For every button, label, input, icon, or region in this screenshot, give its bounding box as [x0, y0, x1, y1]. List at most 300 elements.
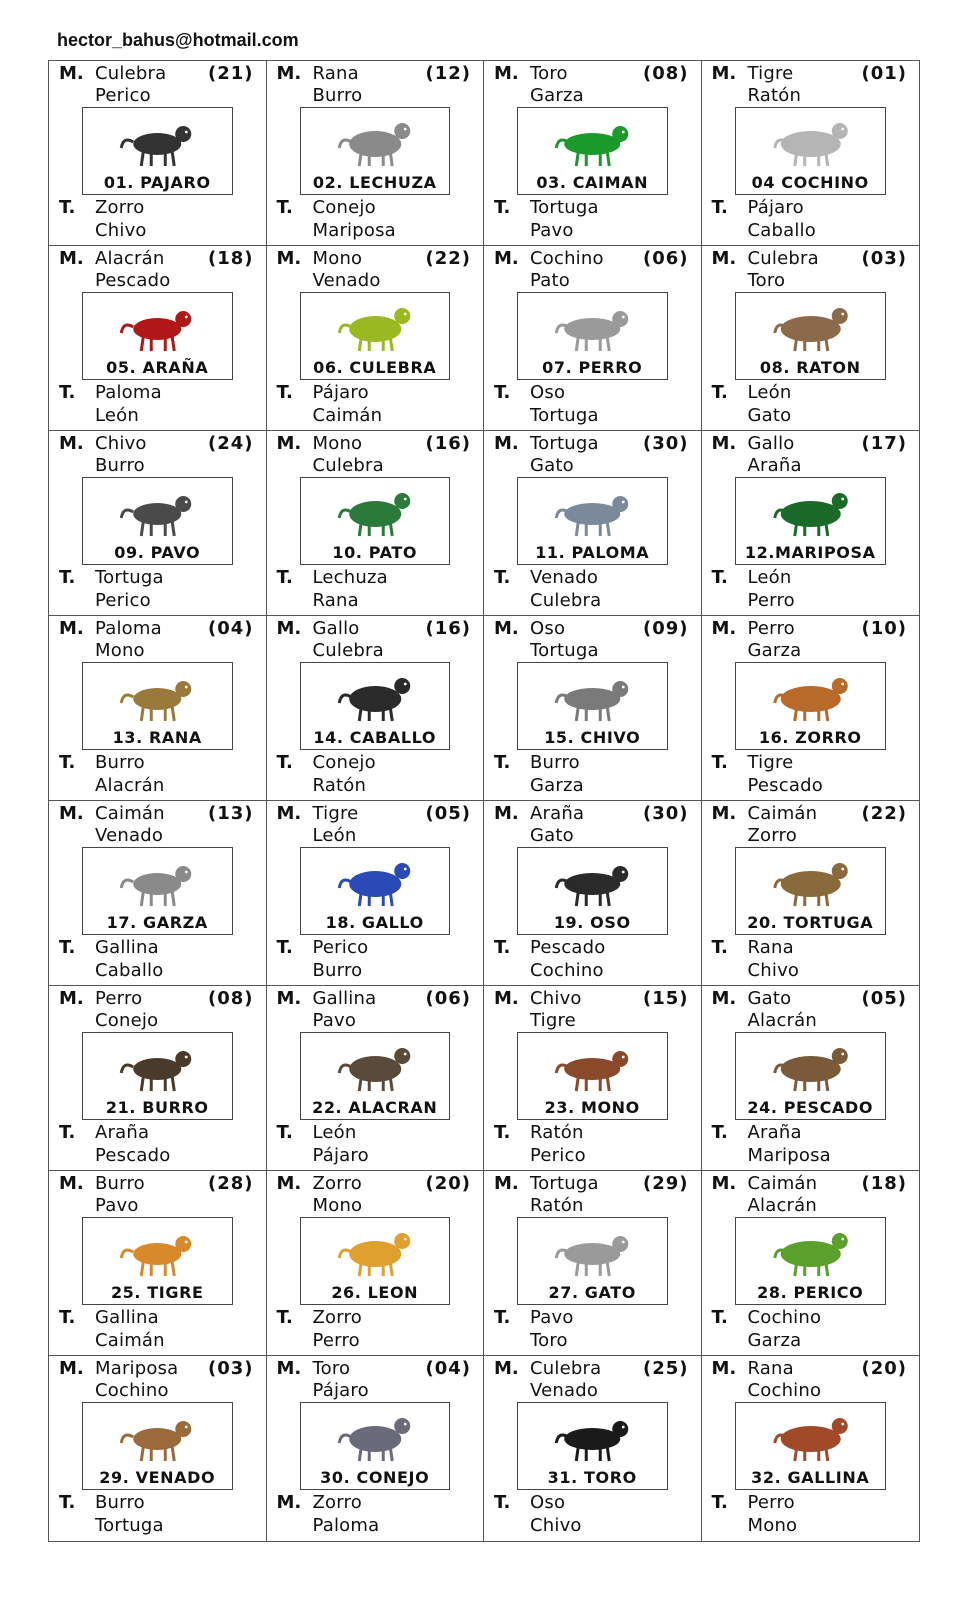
m-line-2: Gato — [530, 455, 574, 476]
t-line-1: Conejo — [312, 197, 376, 218]
t-line-2: Alacrán — [95, 775, 165, 796]
m-tag: M. — [59, 803, 84, 824]
animal-caption: 16. ZORRO — [758, 728, 862, 747]
t-tag: T. — [59, 567, 76, 588]
deer-icon — [83, 1403, 232, 1467]
m-tag: M. — [711, 248, 737, 269]
t-tag: T. — [59, 937, 76, 958]
m-line-2: Mono — [312, 1195, 363, 1216]
animal-cell-3 — [484, 61, 702, 246]
animal-cell-5 — [49, 246, 267, 431]
t-line-1: Burro — [95, 1492, 145, 1513]
t-tag: T. — [276, 382, 293, 403]
m-tag: M. — [711, 1358, 737, 1379]
animal-cell-25 — [49, 1171, 267, 1356]
animal-picture-frame — [517, 847, 668, 935]
fox-icon — [736, 663, 886, 727]
animal-caption: 22. ALACRAN — [312, 1098, 438, 1117]
animal-picture-frame — [735, 477, 887, 565]
m-line-2: Gato — [530, 825, 574, 846]
m-tag: M. — [711, 433, 737, 454]
animal-picture-frame — [517, 292, 668, 380]
cell-number: (15) — [642, 988, 689, 1009]
animal-cell-9 — [49, 431, 267, 616]
m-line-1: Paloma — [95, 618, 162, 639]
m-tag: M. — [711, 63, 737, 84]
t-tag: T. — [711, 382, 728, 403]
animal-cell-18 — [267, 801, 485, 986]
m-line-2: Toro — [747, 270, 786, 291]
rooster-icon — [301, 848, 450, 912]
bull-icon — [518, 1403, 667, 1467]
pigeon-icon — [518, 478, 667, 542]
m-tag: M. — [494, 1358, 519, 1379]
m-line-2: Mono — [95, 640, 145, 661]
t-line-1: Zorro — [312, 1492, 362, 1513]
m-line-1: Burro — [95, 1173, 145, 1194]
animal-cell-29 — [49, 1356, 267, 1541]
t-tag: T. — [494, 937, 511, 958]
animal-cell-19 — [484, 801, 702, 986]
cell-number: (08) — [207, 988, 254, 1009]
animal-caption: 25. TIGRE — [110, 1283, 204, 1302]
m-line-1: Culebra — [95, 63, 167, 84]
t-line-2: Mariposa — [312, 220, 396, 241]
m-tag: M. — [276, 433, 302, 454]
rat-icon — [736, 293, 886, 357]
animal-caption: 23. MONO — [544, 1098, 640, 1117]
cell-number: (12) — [425, 63, 471, 84]
goat-icon — [518, 663, 667, 727]
t-line-1: Venado — [530, 567, 599, 588]
animal-cell-14 — [267, 616, 485, 801]
animal-picture-frame — [82, 1217, 233, 1305]
m-tag: M. — [711, 1173, 737, 1194]
t-line-1: Burro — [95, 752, 145, 773]
animal-caption: 02. LECHUZA — [312, 173, 437, 192]
t-line-1: Pescado — [530, 937, 606, 958]
animal-cell-26 — [267, 1171, 485, 1356]
m-line-1: Cochino — [530, 248, 604, 269]
t-line-1: Pájaro — [747, 197, 804, 218]
m-line-2: Venado — [312, 270, 381, 291]
m-tag: M. — [276, 618, 302, 639]
t-line-1: Burro — [530, 752, 580, 773]
t-line-1: León — [312, 1122, 357, 1143]
m-tag: M. — [494, 433, 519, 454]
t-tag: T. — [494, 197, 511, 218]
t-tag: T. — [59, 197, 76, 218]
t-line-2: Mariposa — [747, 1145, 831, 1166]
animal-picture-frame — [517, 1402, 668, 1490]
t-line-1: Zorro — [95, 197, 145, 218]
animal-picture-frame — [82, 1402, 233, 1490]
m-tag: M. — [59, 63, 84, 84]
horse-icon — [301, 663, 450, 727]
t-line-1: Ratón — [530, 1122, 584, 1143]
cell-number: (21) — [207, 63, 254, 84]
cell-number: (30) — [642, 803, 689, 824]
m-tag: M. — [276, 988, 302, 1009]
m-line-1: Mono — [312, 248, 363, 269]
animal-picture-frame — [82, 847, 233, 935]
animal-cell-20 — [702, 801, 920, 986]
animal-cell-10 — [267, 431, 485, 616]
m-line-1: Alacrán — [95, 248, 165, 269]
t-line-1: Tortuga — [95, 567, 164, 588]
t-tag: M. — [276, 1492, 302, 1513]
animal-cell-31 — [484, 1356, 702, 1541]
animal-cell-32 — [702, 1356, 920, 1541]
m-tag: M. — [276, 1358, 302, 1379]
m-tag: M. — [59, 1358, 84, 1379]
cat-icon — [518, 1218, 667, 1282]
t-line-2: Perro — [747, 590, 795, 611]
t-tag: T. — [59, 752, 76, 773]
animal-picture-frame — [735, 1402, 887, 1490]
animal-cell-22 — [267, 986, 485, 1171]
m-tag: M. — [711, 988, 737, 1009]
cell-number: (05) — [425, 803, 471, 824]
pig-icon — [736, 108, 886, 172]
m-tag: M. — [59, 1173, 84, 1194]
t-tag: T. — [276, 567, 293, 588]
m-line-2: Pavo — [312, 1010, 357, 1031]
t-line-2: Gato — [747, 405, 792, 426]
m-line-2: Pescado — [95, 270, 171, 291]
m-tag: M. — [59, 618, 84, 639]
cell-number: (01) — [861, 63, 907, 84]
t-line-1: León — [747, 382, 792, 403]
cell-number: (06) — [425, 988, 471, 1009]
animal-picture-frame — [300, 107, 451, 195]
animal-cell-7 — [484, 246, 702, 431]
animal-cell-11 — [484, 431, 702, 616]
t-line-2: Chivo — [95, 220, 147, 241]
t-line-2: Caballo — [95, 960, 164, 981]
animal-cell-21 — [49, 986, 267, 1171]
animal-cell-12 — [702, 431, 920, 616]
animal-caption: 03. CAIMAN — [536, 173, 649, 192]
animal-picture-frame — [735, 1032, 887, 1120]
t-tag: T. — [494, 752, 511, 773]
m-tag: M. — [494, 248, 519, 269]
m-tag: M. — [276, 248, 302, 269]
t-line-1: Araña — [747, 1122, 802, 1143]
m-line-1: Oso — [530, 618, 566, 639]
m-line-1: Mono — [312, 433, 363, 454]
t-tag: T. — [59, 1492, 76, 1513]
frog-icon — [83, 663, 232, 727]
m-tag: M. — [494, 988, 519, 1009]
t-line-2: Perro — [312, 1330, 360, 1351]
animal-cell-2 — [267, 61, 485, 246]
t-tag: T. — [711, 1492, 728, 1513]
animal-cell-27 — [484, 1171, 702, 1356]
animal-caption: 21. BURRO — [105, 1098, 209, 1117]
animal-picture-frame — [82, 107, 233, 195]
t-line-2: Toro — [530, 1330, 568, 1351]
animal-cell-17 — [49, 801, 267, 986]
heron-icon — [83, 848, 232, 912]
animal-cell-24 — [702, 986, 920, 1171]
cell-number: (20) — [425, 1173, 471, 1194]
t-line-2: Perico — [95, 590, 151, 611]
t-tag: T. — [59, 1122, 76, 1143]
m-line-1: Gallo — [312, 618, 360, 639]
m-tag: M. — [494, 63, 519, 84]
cell-number: (04) — [425, 1358, 471, 1379]
animal-caption: 31. TORO — [547, 1468, 637, 1487]
animal-cell-28 — [702, 1171, 920, 1356]
animal-cell-13 — [49, 616, 267, 801]
animal-picture-frame — [735, 107, 887, 195]
animal-picture-frame — [735, 847, 887, 935]
t-tag: T. — [59, 1307, 76, 1328]
t-line-2: Cochino — [530, 960, 604, 981]
cell-number: (08) — [642, 63, 689, 84]
m-tag: M. — [59, 433, 84, 454]
m-line-2: Conejo — [95, 1010, 159, 1031]
t-line-2: Pavo — [530, 220, 574, 241]
t-line-2: Tortuga — [530, 405, 599, 426]
t-line-2: Paloma — [312, 1515, 380, 1536]
t-line-2: Caimán — [312, 405, 383, 426]
cell-number: (17) — [861, 433, 907, 454]
m-line-1: Tortuga — [530, 1173, 599, 1194]
t-line-1: Pavo — [530, 1307, 574, 1328]
m-line-2: Cochino — [747, 1380, 822, 1401]
m-line-1: Toro — [530, 63, 568, 84]
animal-picture-frame — [300, 1217, 451, 1305]
m-line-1: Gato — [747, 988, 792, 1009]
m-tag: M. — [59, 988, 84, 1009]
owl-icon — [301, 108, 450, 172]
animal-caption: 24. PESCADO — [747, 1098, 874, 1117]
animal-caption: 27. GATO — [548, 1283, 636, 1302]
animal-picture-frame — [300, 477, 451, 565]
cell-number: (04) — [207, 618, 254, 639]
m-line-2: Pájaro — [312, 1380, 369, 1401]
bird-icon — [83, 108, 232, 172]
t-tag: T. — [711, 567, 728, 588]
t-line-2: Garza — [530, 775, 584, 796]
t-line-1: Perro — [747, 1492, 795, 1513]
cell-number: (05) — [861, 988, 907, 1009]
cell-number: (16) — [425, 433, 471, 454]
t-line-2: Pescado — [95, 1145, 171, 1166]
t-line-1: Zorro — [312, 1307, 362, 1328]
m-line-2: Culebra — [312, 455, 384, 476]
cell-number: (28) — [207, 1173, 254, 1194]
t-tag: T. — [494, 1492, 511, 1513]
cell-number: (18) — [207, 248, 254, 269]
m-line-1: Toro — [312, 1358, 351, 1379]
m-line-2: Garza — [747, 640, 802, 661]
m-line-1: Mariposa — [95, 1358, 179, 1379]
animal-picture-frame — [735, 1217, 887, 1305]
t-line-1: Oso — [530, 1492, 566, 1513]
t-tag: T. — [711, 1122, 728, 1143]
m-line-1: Culebra — [530, 1358, 602, 1379]
m-line-1: Caimán — [747, 1173, 818, 1194]
m-line-1: Culebra — [747, 248, 819, 269]
t-line-1: Tigre — [747, 752, 794, 773]
m-line-2: Garza — [530, 85, 584, 106]
animal-caption: 26. LEON — [331, 1283, 419, 1302]
cell-number: (03) — [861, 248, 907, 269]
cell-number: (06) — [642, 248, 689, 269]
m-tag: M. — [494, 1173, 519, 1194]
animal-cell-8 — [702, 246, 920, 431]
t-tag: T. — [711, 197, 728, 218]
m-line-2: Ratón — [747, 85, 802, 106]
m-tag: M. — [59, 248, 84, 269]
cell-number: (30) — [642, 433, 689, 454]
animal-picture-frame — [517, 477, 668, 565]
animal-caption: 06. CULEBRA — [313, 358, 437, 377]
t-tag: T. — [494, 567, 511, 588]
t-line-2: Chivo — [747, 960, 800, 981]
m-tag: M. — [276, 1173, 302, 1194]
animal-caption: 10. PATO — [332, 543, 418, 562]
m-line-2: Tortuga — [530, 640, 599, 661]
animal-caption: 32. GALLINA — [751, 1468, 870, 1487]
m-line-2: Perico — [95, 85, 151, 106]
cell-number: (24) — [207, 433, 254, 454]
t-line-2: Caimán — [95, 1330, 165, 1351]
animal-picture-frame — [300, 292, 451, 380]
cell-number: (16) — [425, 618, 471, 639]
animal-picture-frame — [82, 1032, 233, 1120]
m-line-2: Zorro — [747, 825, 797, 846]
animal-caption: 04 COCHINO — [751, 173, 869, 192]
t-tag: T. — [494, 382, 511, 403]
m-line-2: Burro — [312, 85, 363, 106]
t-tag: T. — [494, 1122, 511, 1143]
t-line-2: Culebra — [530, 590, 602, 611]
animal-caption: 29. VENADO — [99, 1468, 216, 1487]
donkey-icon — [83, 1033, 232, 1097]
animal-cell-30 — [267, 1356, 485, 1541]
animal-picture-frame — [300, 1032, 451, 1120]
cell-number: (09) — [642, 618, 689, 639]
animal-cell-6 — [267, 246, 485, 431]
m-line-2: Pavo — [95, 1195, 139, 1216]
animal-caption: 08. RATON — [759, 358, 861, 377]
m-line-2: Pato — [530, 270, 570, 291]
cell-number: (22) — [861, 803, 907, 824]
m-line-2: Ratón — [530, 1195, 584, 1216]
m-tag: M. — [276, 63, 302, 84]
t-line-2: Ratón — [312, 775, 367, 796]
butterfly-icon — [736, 478, 886, 542]
spider-icon — [83, 293, 232, 357]
cell-number: (29) — [642, 1173, 689, 1194]
animal-picture-frame — [517, 662, 668, 750]
t-line-1: Tortuga — [530, 197, 599, 218]
m-tag: M. — [494, 803, 519, 824]
m-line-1: Perro — [747, 618, 795, 639]
scorpion-icon — [301, 1033, 450, 1097]
animal-picture-frame — [82, 662, 233, 750]
t-line-1: Cochino — [747, 1307, 822, 1328]
t-line-2: Mono — [747, 1515, 798, 1536]
animal-caption: 11. PALOMA — [535, 543, 650, 562]
animal-caption: 28. PERICO — [757, 1283, 864, 1302]
animal-cell-16 — [702, 616, 920, 801]
m-line-2: Alacrán — [747, 1010, 817, 1031]
m-line-1: Gallina — [312, 988, 377, 1009]
t-line-2: Tortuga — [95, 1515, 164, 1536]
animal-caption: 05. ARAÑA — [106, 358, 209, 377]
m-line-1: Tigre — [747, 63, 794, 84]
m-line-1: Zorro — [312, 1173, 362, 1194]
parrot-icon — [736, 1218, 886, 1282]
t-tag: T. — [276, 1307, 293, 1328]
cell-number: (25) — [642, 1358, 689, 1379]
m-line-2: Tigre — [530, 1010, 576, 1031]
cell-number: (03) — [207, 1358, 254, 1379]
cell-number: (18) — [861, 1173, 907, 1194]
animal-picture-frame — [82, 292, 233, 380]
tiger-icon — [83, 1218, 232, 1282]
animal-caption: 14. CABALLO — [313, 728, 437, 747]
m-line-2: Venado — [530, 1380, 599, 1401]
t-line-2: Pescado — [747, 775, 823, 796]
animal-caption: 01. PAJARO — [103, 173, 211, 192]
m-tag: M. — [711, 618, 737, 639]
animal-cell-1 — [49, 61, 267, 246]
t-line-1: Pájaro — [312, 382, 369, 403]
m-line-1: Perro — [95, 988, 143, 1009]
m-line-1: Tigre — [312, 803, 359, 824]
cell-number: (22) — [425, 248, 471, 269]
animal-caption: 17. GARZA — [106, 913, 208, 932]
t-line-1: Gallina — [95, 1307, 159, 1328]
m-line-1: Tortuga — [530, 433, 599, 454]
cell-number: (13) — [207, 803, 254, 824]
animal-caption: 09. PAVO — [114, 543, 201, 562]
animal-caption: 13. RANA — [112, 728, 202, 747]
turtle-icon — [736, 848, 886, 912]
animal-grid — [48, 60, 920, 1542]
lion-icon — [301, 1218, 450, 1282]
animal-cell-4 — [702, 61, 920, 246]
fish-icon — [736, 1033, 886, 1097]
m-line-1: Caimán — [747, 803, 818, 824]
t-line-2: León — [95, 405, 140, 426]
animal-picture-frame — [300, 662, 451, 750]
m-line-2: Alacrán — [747, 1195, 817, 1216]
t-line-2: Caballo — [747, 220, 816, 241]
animal-picture-frame — [735, 292, 887, 380]
animal-picture-frame — [517, 1217, 668, 1305]
t-tag: T. — [276, 197, 293, 218]
t-line-2: Perico — [530, 1145, 586, 1166]
m-line-1: Rana — [312, 63, 359, 84]
t-tag: T. — [276, 1122, 293, 1143]
snake-icon — [301, 293, 450, 357]
dog-icon — [518, 293, 667, 357]
animal-caption: 15. CHIVO — [544, 728, 641, 747]
t-line-1: Perico — [312, 937, 369, 958]
t-line-1: Rana — [747, 937, 794, 958]
m-line-2: Burro — [95, 455, 145, 476]
t-line-1: Conejo — [312, 752, 376, 773]
m-line-1: Rana — [747, 1358, 794, 1379]
m-tag: M. — [494, 618, 519, 639]
